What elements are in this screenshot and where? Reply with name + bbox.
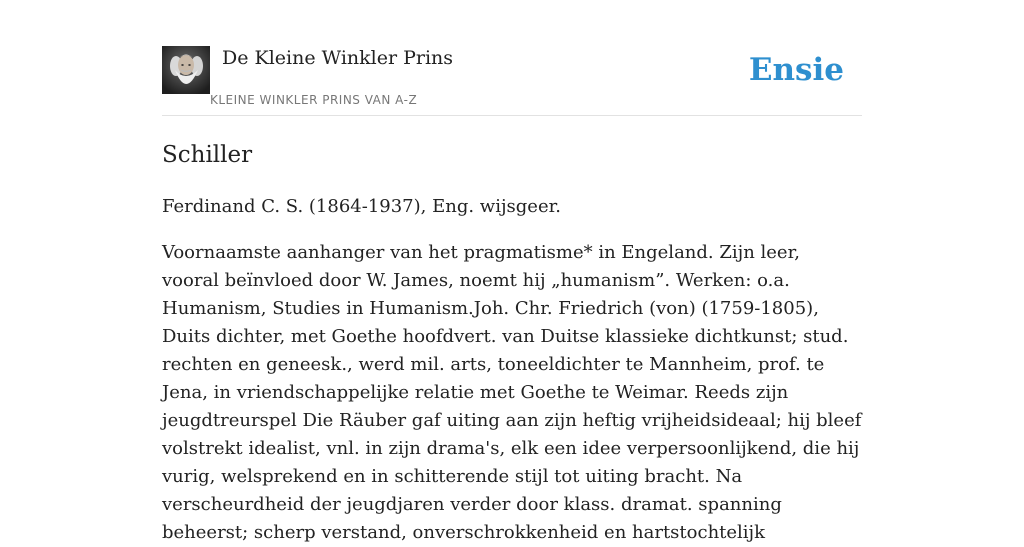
- entry-title: Schiller: [162, 142, 253, 168]
- entry-body: Voornaamste aanhanger van het pragmatisme* in Engeland. Zijn leer, vooral beïnvloed door W. James, noemt hij „humanism”. Werken: o.a. Humanism, Studies in Humanism.Joh. Chr. Friedrich (von) (1759-1805), Duits dichter, met Goethe hoofdvert. van Duitse klassieke dichtkunst; stud. rechten en geneesk., werd mil. arts, toneeldichter te Mannheim, prof. te Jena, in vriendschappelijke relatie met Goethe te Weimar. Reeds zijn jeugdtreurspel Die Räuber gaf uiting aan zijn heftig vrijheidsideaal; hij bleef volstrekt idealist, vnl. in zijn drama's, elk een idee verpersoonlijkend, die hij vurig, welsprekend en in schitterende stijl tot uiting bracht. Na verscheurdheid der jeugdjaren verder door klass. dramat. spanning beheerst; scherp verstand, onverschrokkenheid en hartstochtelijk: [162, 242, 862, 543]
- entry-summary: Ferdinand C. S. (1864-1937), Eng. wijsgeer.: [162, 196, 561, 217]
- source-header: [162, 46, 862, 116]
- ensie-logo[interactable]: Ensie: [748, 52, 844, 88]
- source-title[interactable]: De Kleine Winkler Prins: [222, 47, 454, 69]
- bearded-man-portrait-icon[interactable]: [162, 46, 210, 94]
- source-subtitle[interactable]: KLEINE WINKLER PRINS VAN A-Z: [210, 93, 418, 107]
